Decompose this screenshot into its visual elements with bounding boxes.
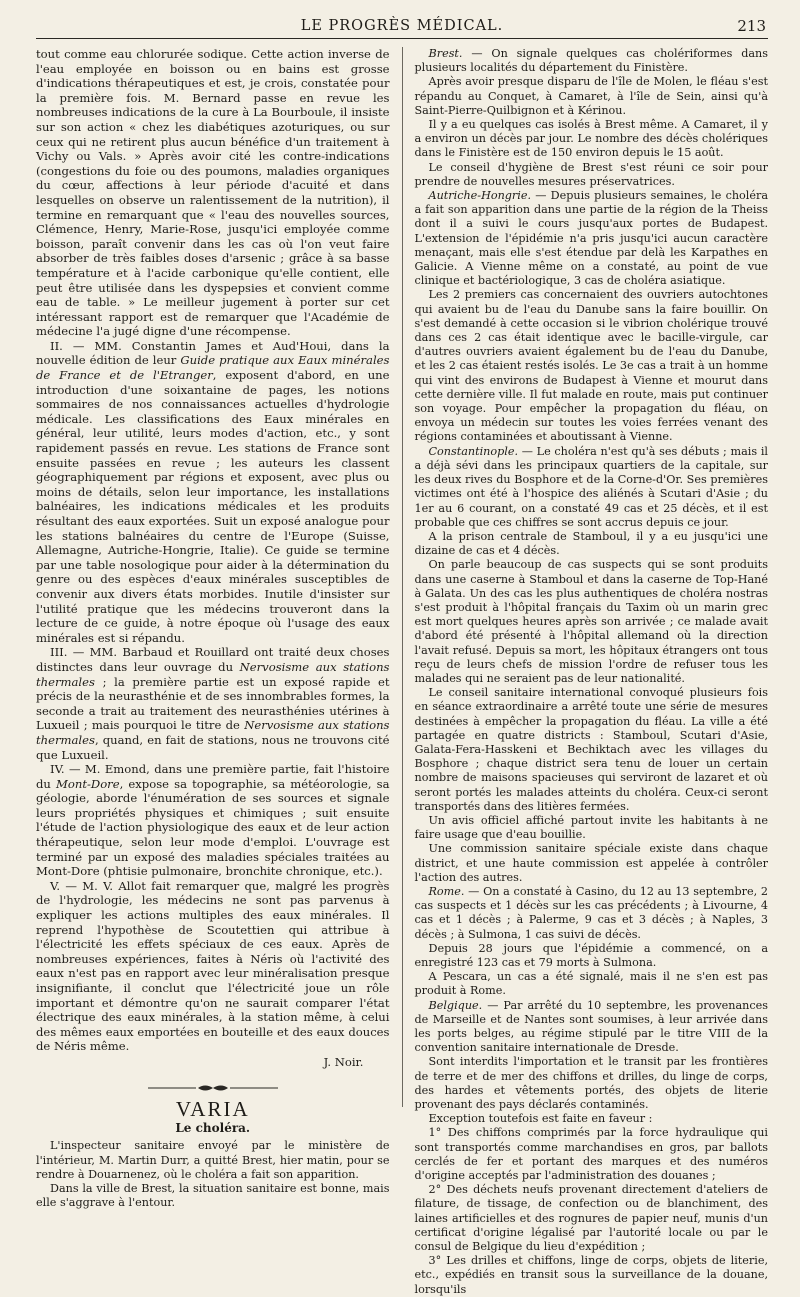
paragraph (415, 189, 769, 288)
paragraph: Le conseil d'hygiène de Brest s'est réuni ce soir pour prendre de nouvelles mesures préservatrices. (414, 160, 768, 188)
paragraph: Après avoir presque disparu de l'île de Molen, le fléau s'est répandu au Conquet, à Camaret, à l'île de Sein, ainsi qu'à Saint-Pierre-Quilbignon et à Kérinou. (414, 75, 768, 117)
text-run: — On a constaté à Casino, du 12 au 13 septembre, 2 cas suspects et 1 décès sur les cas précédents ; à Livourne, 4 cas et 1 décès ; à Palerme, 9 cas et 3 décès ; à Naples, 3 décès ; à Sulmona, 1 cas suivi de décès. (414, 884, 768, 941)
section-subtitle: Le choléra. (175, 1120, 251, 1135)
paragraph: Exception toutefois est faite en faveur : (428, 1112, 653, 1126)
text-run: — Le choléra n'est qu'à ses débuts ; mais il a déjà sévi dans les principaux quartiers de la capitale, sur les deux rives du Bosphore et de la Corne-d'Or. Ses premières victimes ont été à l'hospice des aliénés à Scutari d'Asie ; du 1er au 6 courant, on a constaté 49 cas et 25 décès, et il est probable que ces chiffres se sont accrus depuis ce jour. (414, 444, 768, 529)
paragraph: V. — M. V. Allot fait remarquer que, malgré les progrès de l'hydrologie, les médecins ne sont pas parvenus à expliquer les actions multiples des eaux minérales. Il reprend l'hypothèse de Scoutettien qui attribue à l'électricité les effets spéciaux de ces eaux. Après de nombreuses expériences, faites à Néris où l'activité des eaux n'est pas en rapport avec leur minéralisation presque insignifiante, il conclut que l'électricité joue un rôle important et démontre qu'on ne saurait comparer l'état électrique des eaux minérales, à la station même, à celui des mêmes eaux emportées en bouteille et des eaux douces de Néris même. (36, 878, 390, 1054)
page-number: 213 (737, 17, 766, 35)
text-run: — Par arrêté du 10 septembre, les provenances de Marseille et de Nantes sont soumises, à leur arrivée dans les ports belges, au régime stipulé par le titre VIII de la convention sanitaire internationale de Dresde. (414, 998, 768, 1055)
place-name: Brest. (428, 47, 463, 60)
paragraph: A la prison centrale de Stamboul, il y a eu jusqu'ici une dizaine de cas et 4 décès. (414, 529, 768, 558)
paragraph: Le conseil sanitaire international convoqué plusieurs fois en séance extraordinaire a arrêté toute une série de mesures destinées à empêcher la propagation du fléau. La ville a été partagée en quatre districts : Stamboul, Scutari d'Asie, Galata-Fera-Hasskeni et Bechiktach avec les villages du Bosphore ; chaque district sera tenu de louer un certain nombre de maisons spacieuses qui serviront de lazaret et où seront portés les malades atteints du choléra. Ceux-ci seront transportés dans des litières fermées. (414, 686, 768, 813)
paragraph (415, 885, 769, 942)
paragraph: tout comme eau chlorurée sodique. Cette action inverse de l'eau employée en boisson ou en bains est grosse d'indications thérapeutiques et est, je crois, constatée pour la première fois. M. Bernard passe en revue les nombreuses indications de la cure à La Bourboule, il insiste sur son action « chez les diabétiques azoturiques, ou sur ceux qui ne retirent plus aucun bénéfice d'un traitement à Vichy ou Vals. » Après avoir cité les contre-indications (congestions du foie ou des poumons, maladies organiques du cœur, affections à leur période d'acuité et dans lesquelles on observe un ralentissement de la nutrition), il termine en remarquant que « l'eau des nouvelles sources, Clémence, Henry, Marie-Rose, jusqu'ici employée comme boisson, paraît convenir dans les cas où l'on veut faire absorber de très faibles doses d'arsenic ; grâce à sa basse température et à l'acide carbonique qu'elle contient, elle peut être utilisée dans les dyspepsies et convient comme eau de table. » Le meilleur jugement à porter sur cet intéressant rapport est de remarquer que l'Académie de médecine l'a jugé digne d'une récompense. (36, 47, 390, 339)
place-name: Rome. (428, 884, 465, 898)
page-header (36, 16, 768, 39)
paragraph: Il y a eu quelques cas isolés à Brest même. A Camaret, il y a environ un décès par jour. Le nombre des décès cholériques dans le Finistère est de 150 environ depuis le 15 août. (414, 118, 768, 160)
paragraph: Depuis 28 jours que l'épidémie a commencé, on a enregistré 123 cas et 79 morts à Sulmona. (414, 941, 768, 969)
paragraph: L'inspecteur sanitaire envoyé par le ministère de l'intérieur, M. Martin Durr, a quitté Brest, hier matin, pour se rendre à Douarnenez, où le choléra a fait son apparition. (36, 1139, 390, 1181)
signature-text: J. Noir. (323, 1054, 364, 1069)
paragraph: On parle beaucoup de cas suspects qui se sont produits dans une caserne à Stamboul et dans la caserne de Top-Hané à Galata. Un des cas les plus authentiques de choléra nostras s'est produit à l'hôpital français du Taxim où un marin grec est mort quelques heures après son arrivée ; ce malade avait d'abord été présenté à l'hôpital allemand où la direction l'avait refusé. Depuis sa mort, les hôpitaux étrangers ont tous reçu de leurs chefs de mission l'ordre de refuser tous les malades qui ne seraient pas de leur nationalité. (414, 558, 768, 685)
paragraph: Sont interdits l'importation et le transit par les frontières de terre et de mer des chiffons et drilles, du linge de corps, des hardes et vêtements portés, des objets de literie provenant des pays déclarés contaminés. (414, 1055, 768, 1112)
text-run: II. — MM. Constantin James et Aud'Houi, dans la nouvelle édition de leur (36, 338, 390, 368)
text-run: — On signale quelques cas cholériformes dans plusieurs localités du département du Finistère. (414, 47, 768, 75)
right-column (402, 47, 769, 1296)
paragraph: 1° Des chiffons comprimés par la force hydraulique qui sont transportés comme marchandises en gros, par ballots cerclés de fer et portant des marques et des numéros d'origine acceptés par l'administration des douanes ; (414, 1126, 768, 1183)
author-signature (36, 1055, 390, 1070)
paragraph (36, 645, 390, 762)
text-run: , quand, en fait de stations, nous ne trouvons cité que Luxueil. (36, 732, 390, 762)
paragraph: Une commission sanitaire spéciale existe dans chaque district, et une haute commission est appelée à contrôler l'action des autres. (414, 842, 768, 884)
place-name: Constantinople. (428, 444, 519, 458)
text-run: , expose sa topographie, sa météorologie, sa géologie, aborde l'énumération de ses sources et signale leurs propriétés physiques et chimiques ; suit ensuite l'étude de l'action physiologique des eaux et de leur action thérapeutique, selon leur mode d'emploi. L'ouvrage est terminé par un exposé des maladies spéciales traitées au Mont-Dore (phtisie pulmonaire, bronchite chronique, etc.). (36, 776, 390, 879)
text-run: ; la première partie est un exposé rapide et précis de la neurasthénie et de ses innombrables formes, la seconde a trait au traitement des neurasthénies utérines à Luxueil ; mais pourquoi le titre de (36, 674, 390, 733)
left-column (36, 47, 402, 1210)
paragraph (36, 762, 390, 879)
paragraph: A Pescara, un cas a été signalé, mais il ne s'en est pas produit à Rome. (414, 970, 768, 998)
text-run: IV. — M. Emond, dans une première partie, fait l'histoire du (36, 762, 390, 791)
journal-title: LE PROGRÈS MÉDICAL. (300, 18, 504, 34)
text-run: — Depuis plusieurs semaines, le choléra a fait son apparition dans une partie de la région de la Theiss dont il a suivi le cours jusqu'aux portes de Budapest. L'extension de l'épidémie n'a pris jusqu'ici aucun caractère menaçant, mais elle s'est étendue par delà les Karpathes en Galicie. A Vienne même on a constaté, au point de vue clinique et bactériologique, 3 cas de choléra asiatique. (414, 189, 768, 288)
book-title: Nervosisme aux stations thermales (36, 659, 390, 689)
columns (36, 47, 768, 1296)
book-title: Mont-Dore (56, 776, 120, 791)
paragraph: 2° Des déchets neufs provenant directement d'ateliers de filature, de tissage, de confection ou de blanchiment, des laines artificielles et des rognures de papier neuf, munis d'un certificat d'origine légalisé par l'autorité locale ou par le consul de Belgique du lieu d'expédition ; (414, 1183, 768, 1254)
place-name: Belgique. (428, 998, 483, 1012)
paragraph: 3° Les drilles et chiffons, linge de corps, objets de literie, etc., expédiés en transit sous la surveillance de la douane, lorsqu'ils (414, 1254, 768, 1296)
book-title: Guide pratique aux Eaux minérales de France et de l'Etranger (36, 353, 390, 383)
book-title: Nervosisme aux stations thermales (36, 718, 390, 747)
paragraph: Dans la ville de Brest, la situation sanitaire est bonne, mais elle s'aggrave à l'entour. (36, 1181, 390, 1210)
paragraph: Un avis officiel affiché partout invite les habitants à ne faire usage que d'eau bouillie. (414, 813, 768, 842)
paragraph (415, 445, 769, 530)
paragraph: Les 2 premiers cas concernaient des ouvriers autochtones qui avaient bu de l'eau du Danube sans la faire bouillir. On s'est demandé à cette occasion si le vibrion cholérique trouvé dans ces 2 cas était identique avec le bacille-virgule, car d'autres ouvriers avaient également bu de l'eau du Danube, et les 2 cas étaient restés isolés. Le 3e cas a trait à un homme qui vint des environs de Budapest à Vienne et mourut dans cette dernière ville. Il fut malade en route, mais put continuer son voyage. Pour empêcher la propagation du fléau, on envoya un médecin sur toutes les voies ferrées venant des régions contaminées et aboutissant à Vienne. (414, 288, 768, 444)
section-title: VARIA (175, 1097, 250, 1122)
ornament-divider-icon (36, 1082, 390, 1097)
text-run: III. — MM. Barbaud et Rouillard ont traité deux choses distinctes dans leur ouvrage du (36, 645, 390, 674)
paragraph (415, 999, 769, 1056)
paragraph (36, 339, 390, 645)
place-name: Autriche-Hongrie. (428, 189, 532, 203)
text-run: , exposent d'abord, en une introduction d'une soixantaine de pages, les notions sommaires de nos connaissances actuelles d'hydrologie médicale. Les classifications des Eaux minérales en général, leur utilité, leurs modes d'action, etc., y sont rapidement passés en revue. Les stations de France sont ensuite passées en revue ; les auteurs les classent géographiquement par régions et exposent, avec plus ou moins de détails, selon leur importance, les installations balnéaires, les indications médicales et les produits résultant des eaux exportées. Suit un exposé analogue pour les stations balnéaires du centre de l'Europe (Suisse, Allemagne, Autriche-Hongrie, Italie). Ce guide se termine par une table nosologique pour aider à la détermination du genre ou des espèces d'eaux minérales susceptibles de convenir aux divers états morbides. Inutile d'insister sur l'utilité pratique que les médecins trouveront dans la lecture de ce guide, à notre époque où l'usage des eaux minérales est si répandu. (36, 368, 390, 645)
paragraph (415, 47, 769, 75)
